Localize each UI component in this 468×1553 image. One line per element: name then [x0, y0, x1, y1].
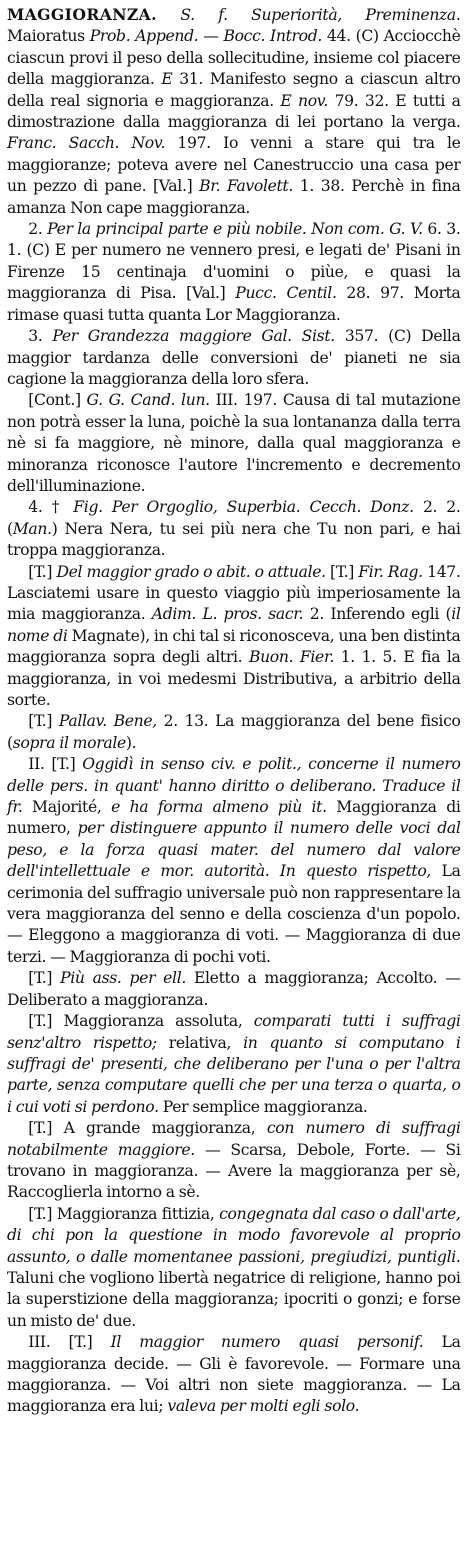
entry-sense-paragraph: [7, 561, 461, 711]
italic-text-segment: Buon. Fier.: [248, 647, 335, 667]
italic-text-segment: Bocc. Introd.: [223, 26, 323, 46]
text-segment: 1. 38. Perchè in fina amanza Non cape maggioranza.: [7, 176, 461, 217]
text-segment: 357. (C) Della maggior tardanza delle conversioni de' pianeti ne sia cagione la maggioranza della loro sfera.: [7, 326, 461, 388]
text-segment: Maggioranza di numero,: [7, 797, 461, 838]
text-segment: Majorité,: [22, 797, 112, 817]
italic-text-segment: Man.: [12, 518, 52, 538]
text-segment: [T.]: [325, 561, 359, 581]
entry-sense-paragraph: [7, 710, 461, 753]
text-segment: III. [T.]: [28, 1332, 111, 1352]
text-segment: [T.] A grande maggioranza,: [28, 1118, 267, 1138]
text-segment: [T.] Maggioranza assoluta,: [28, 1011, 254, 1031]
text-segment: 28. 97. Morta rimase quasi tutta quanta Lor Maggioranza.: [7, 283, 461, 324]
text-segment: 2. 13. La maggioranza del bene fisico (: [7, 711, 461, 752]
italic-text-segment: Per Grandezza maggiore Gal. Sist.: [52, 326, 335, 346]
text-segment: — Scarsa, Debole, Forte. — Si trovano in maggioranza. — Avere la maggioranza per sè, Raccoglierla intorno a sè.: [7, 1139, 461, 1202]
italic-text-segment: Pallav. Bene,: [58, 711, 157, 731]
entry-sense-paragraph: [7, 1010, 461, 1117]
italic-text-segment: Prob. Append.: [89, 26, 199, 46]
entry-sense-paragraph: [7, 389, 461, 496]
italic-text-segment: E: [161, 69, 173, 89]
text-segment: [Cont.]: [28, 390, 87, 410]
text-segment: 3.: [28, 326, 53, 346]
text-segment: La cerimonia del suffragio universale può non rappresentare la vera maggioranza del senno e della coscienza d'un popolo. — Eleggono a maggioranza di voti. — Maggioranza di due terzi. — Maggioranza di pochi voti.: [7, 861, 461, 966]
italic-text-segment: Il maggior numero quasi personif.: [110, 1332, 424, 1352]
italic-text-segment: e ha forma almeno più it.: [111, 797, 327, 817]
text-segment: Taluni che vogliono libertà negatrice di religione, hanno poi la superstizione della maggioranza; ipocriti o gonzi; e forse un misto de' due.: [7, 1267, 461, 1330]
italic-text-segment: S. f. Superiorità, Preminenza.: [156, 5, 461, 24]
entry-sense-paragraph: [7, 1203, 461, 1331]
text-segment: Per semplice maggioranza.: [158, 1096, 368, 1116]
italic-text-segment: G. G. Cand. lun.: [86, 390, 210, 410]
italic-text-segment: Fir. Rag.: [358, 561, 423, 581]
text-segment: 6. 3. 1. (C) E per numero ne vennero presi, e legati de' Pisani in Firenze 15 centinaja d'uomini o piùe, e quasi la maggioranza di Pisa. [Val.]: [7, 219, 461, 303]
dictionary-entry-maggioranza: [7, 4, 461, 1417]
text-segment: Maioratus: [7, 26, 90, 46]
text-segment: Eletto a maggioranza; Accolto. — Deliberato a maggioranza.: [7, 968, 461, 1009]
italic-text-segment: Più ass. per ell.: [60, 968, 187, 988]
italic-text-segment: il nome di: [7, 604, 461, 645]
text-segment: 197. Io venni a stare qui tra le maggioranze; poteva avere nel Canestruccio una casa per un pezzo di pane. [Val.]: [7, 133, 461, 196]
text-segment: II. [T.]: [28, 754, 83, 774]
entry-definition-main: [7, 4, 461, 218]
italic-text-segment: sopra il morale: [12, 732, 126, 752]
italic-text-segment: Fig. Per Orgoglio, Superbia. Cecch. Donz.: [73, 497, 414, 517]
text-segment: [T.] Maggioranza fittizia,: [28, 1203, 220, 1223]
text-segment: ) Nera Nera, tu sei più nera che Tu non pari, e hai troppa maggioranza.: [7, 518, 461, 560]
text-segment: III. 197. Causa di tal mutazione non potrà esser la luna, poichè la sua lontananza dalla terra nè si fa maggiore, nè minore, dalla qual maggioranza e minoranza riconosce l'autore l'incremento e decremento dell'illuminazione.: [7, 390, 461, 495]
entry-sense-paragraph: [7, 1117, 461, 1203]
entry-sense-paragraph: [7, 496, 461, 560]
entry-sense-paragraph: [7, 325, 461, 389]
italic-text-segment: valeva per molti egli solo.: [167, 1396, 360, 1416]
text-segment: ).: [125, 732, 137, 752]
text-segment: 44. (C) Acciocchè ciascun provi il peso della sollecitudine, insieme col piacere della maggioranza.: [7, 26, 461, 89]
italic-text-segment: congegnata dal caso o dall'arte, di chi pon la questione in modo favorevole al proprio assunto, o dalle momentanee passioni, pregiudizi, puntigli.: [7, 1203, 461, 1266]
italic-text-segment: comparati tutti i suffragi senz'altro rispetto;: [7, 1011, 461, 1052]
text-segment: —: [198, 26, 224, 46]
text-segment: La maggioranza decide. — Gli è favorevole. — Formare una maggioranza. — Voi altri non siete maggioranza. — La maggioranza era lui;: [7, 1332, 461, 1416]
italic-text-segment: Del maggior grado o abit. o attuale.: [56, 561, 326, 581]
italic-text-segment: Oggidì in senso civ. e polit., concerne il numero delle pers. in quant' hanno diritto o deliberano. Traduce il fr.: [7, 754, 461, 817]
italic-text-segment: Franc. Sacch. Nov.: [7, 133, 166, 153]
entry-sense-paragraph: [7, 967, 461, 1010]
italic-text-segment: Br. Favolett.: [199, 176, 294, 196]
text-segment: [T.]: [28, 711, 59, 731]
italic-text-segment: Pucc. Centil.: [235, 283, 337, 303]
italic-text-segment: E nov.: [280, 90, 329, 110]
text-segment: 2.: [28, 219, 48, 239]
entry-sense-paragraph: [7, 753, 461, 967]
entry-sense-paragraph: [7, 218, 461, 325]
italic-text-segment: con numero di suffragi notabilmente maggiore.: [7, 1118, 461, 1159]
text-segment: 2. Inferendo egli (: [303, 604, 452, 624]
text-segment: 4. †: [28, 497, 74, 517]
text-segment: Magnate), in chi tal si riconosceva, una ben distinta maggioranza sopra degli altri.: [7, 625, 461, 667]
text-segment: [T.]: [28, 968, 61, 988]
text-segment: 1. 1. 5. E fia la maggioranza, in voi medesmi Distributiva, a arbitrio della sorte.: [7, 647, 461, 709]
text-segment: 79. 32. E tutti a dimostrazione dalla maggioranza di lei portano la verga.: [7, 90, 461, 132]
headword: MAGGIORANZA.: [7, 5, 157, 24]
text-segment: 2. 2. (: [7, 497, 461, 538]
italic-text-segment: Per la principal parte e più nobile. Non com. G. V.: [47, 219, 423, 239]
text-segment: 31. Manifesto segno a ciascun altro della real signoria e maggioranza.: [7, 69, 461, 110]
text-segment: [T.]: [28, 561, 57, 581]
text-segment: 147. Lasciatemi usare in questo viaggio più imperiosamente la mia maggioranza.: [7, 561, 461, 624]
italic-text-segment: in quanto si computano i suffragi de' presenti, che deliberano per l'una o per l'altra parte, senza computare quelli che per una terza o quarta, o i cui voti si perdono.: [7, 1032, 461, 1116]
entry-sense-paragraph: [7, 1331, 461, 1417]
italic-text-segment: per distinguere appunto il numero delle voci dal peso, e la forza quasi mater. del numero dal valore dell'intellettuale e mor. autorità. In questo rispetto,: [7, 818, 461, 881]
italic-text-segment: Adim. L. pros. sacr.: [151, 604, 304, 624]
text-segment: relativa,: [156, 1032, 244, 1052]
